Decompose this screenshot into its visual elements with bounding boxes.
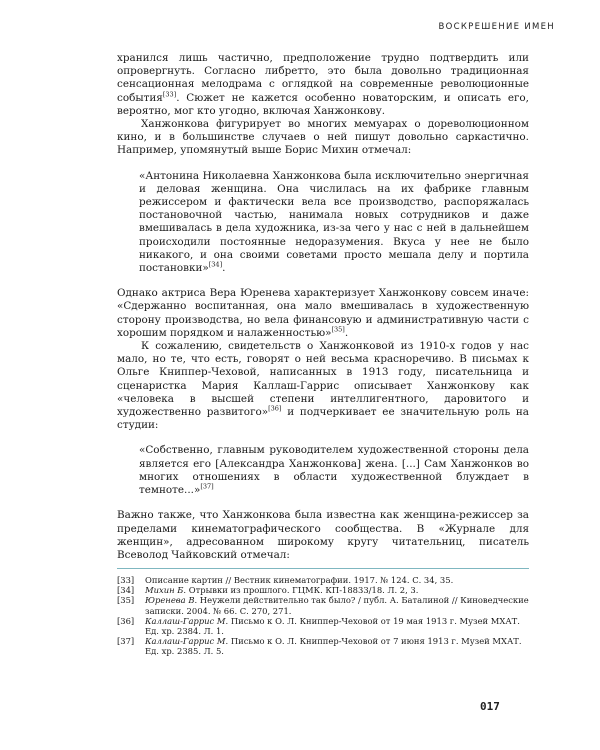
footnote-ref-37[interactable]: [37] [200,482,214,491]
quote-mikhin: «Антонина Николаевна Ханжонкова была исключительно энергичная и деловая женщина. Она числилась на их фабрике главным режиссером и фактически вела все производство, распоряжалась постановочной частью, нанимала новых сотрудников и даже вмешивалась в дела художника, из-за чего у нас с ней в дальнейшем происходили постоянные недоразумения. Вкуса у нее не было никакого, и она своими советами просто мешала делу и портила постановки»[34]. [139,169,529,275]
footnote-34: [34] Михин Б. Отрывки из прошлого. ГЦМК. КП-18833/18. Л. 2, 3. [117,585,419,596]
quote-kallash: «Собственно, главным руководителем художественной стороны дела является его [Александра Ханжонкова] жена. [...] Сам Ханжонков во многих отношениях в области художественной блуждает в темноте...»[37] [139,444,529,497]
footnote-ref-33[interactable]: [33] [162,90,177,99]
paragraph-1: хранился лишь частично, предположение трудно подтвердить или опровергнуть. Согласно либретто, это была довольно традиционная сенсационная мелодрама с оглядкой на современные революционные события[33]. Сюжет не кажется особенно новаторским, и описать его, вероятно, мог кто угодно, включая Ханжонкову. [117,52,529,117]
footnote-35: [35] Юренева В. Неужели действительно так было? / публ. А. Баталиной // Киноведческие записки. 2004. № 66. С. 270, 271. [117,595,529,616]
running-header: ВОСКРЕШЕНИЕ ИМЕН [438,22,555,32]
footnote-36: [36] Каллаш-Гаррис М. Письмо к О. Л. Книппер-Чеховой от 19 мая 1913 г. Музей МХАТ. Ед. хр. 2384. Л. 1. [117,615,520,637]
paragraph-5: Важно также, что Ханжонкова была известна как женщина-режиссер за пределами кинематографического сообщества. В «Журнале для женщин», адресованном широкому кругу читательниц, писатель Всеволод Чайковский отмечал: [117,509,529,561]
footnote-33: [33] Описание картин // Вестник кинематографии. 1917. № 124. С. 34, 35. [117,575,454,585]
page-number: 017 [480,700,500,713]
footnote-divider [117,568,529,569]
footnote-37: [37] Каллаш-Гаррис М. Письмо к О. Л. Книппер-Чеховой от 7 июня 1913 г. Музей МХАТ. Ед. хр. 2385. Л. 5. [117,636,522,657]
main-text [117,52,529,562]
footnote-ref-34[interactable]: [34] [208,260,223,269]
footnote-ref-36[interactable]: [36] [268,404,282,413]
footnotes [117,575,529,657]
paragraph-3: Однако актриса Вера Юренева характеризует Ханжонкову совсем иначе: «Сдержанно воспитанная, она мало вмешивалась в художественную сторону производства, но вела финансовую и административную части с хорошим порядком и налаженностью»[35]. [117,287,529,339]
footnote-ref-35[interactable]: [35] [331,325,345,334]
paragraph-4: К сожалению, свидетельств о Ханжонковой из 1910-х годов у нас мало, но те, что есть, говорят о ней весьма красноречиво. В письмах к Ольге Книппер-Чеховой, написанных в 1913 году, писательница и сценаристка Мария Каллаш-Гаррис описывает Ханжонкову как «человека в высшей степени интеллигентного, даровитого и художественно развитого»[36] и подчеркивает ее значительную роль на студии: [117,340,529,432]
paragraph-2: Ханжонкова фигурирует во многих мемуарах о дореволюционном кино, и в большинстве случаев о ней пишут довольно саркастично. Например, упомянутый выше Борис Михин отмечал: [117,118,529,157]
